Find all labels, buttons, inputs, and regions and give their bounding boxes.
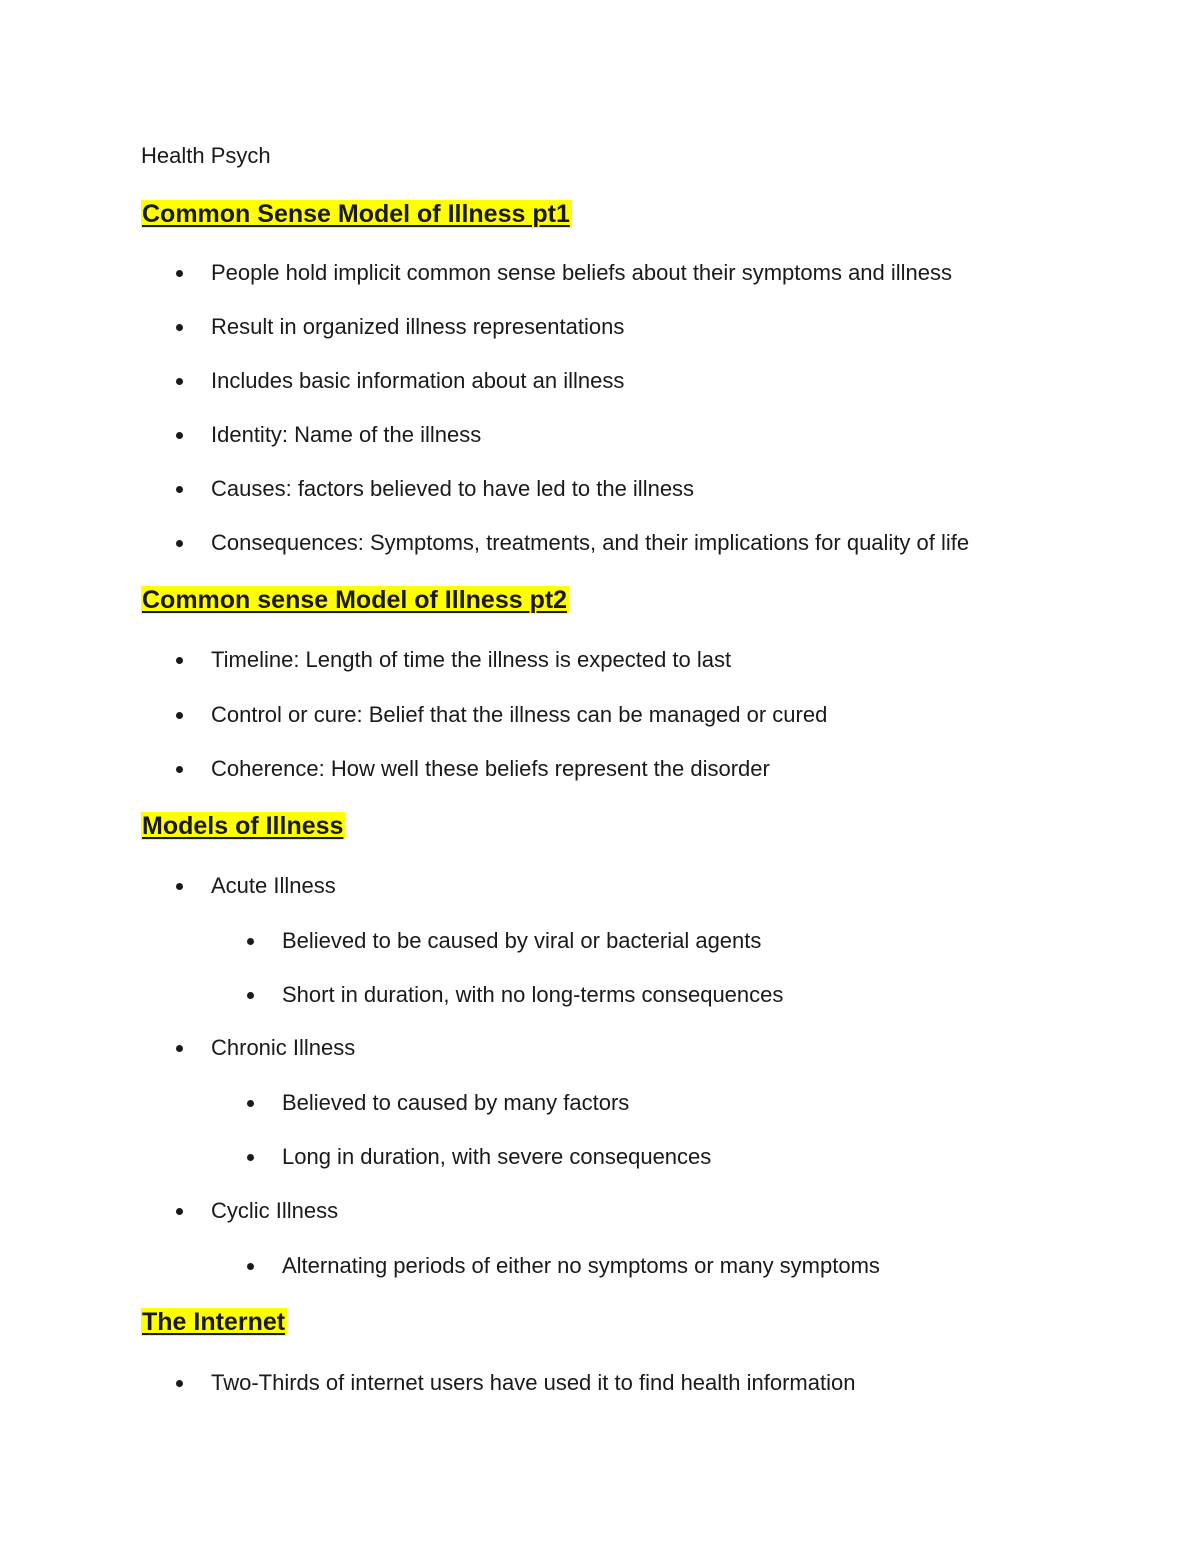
- list-item-text: Includes basic information about an illness: [211, 368, 625, 393]
- list-item: [211, 313, 624, 341]
- sub-list-item-text: Long in duration, with severe consequences: [282, 1144, 712, 1169]
- sub-list-item-text: Short in duration, with no long-terms consequences: [282, 982, 784, 1007]
- list-item: [211, 259, 952, 287]
- list-item: [211, 646, 731, 674]
- list-item-text: Result in organized illness representations: [211, 314, 625, 339]
- bullet-icon: [176, 378, 183, 385]
- bullet-icon: [247, 938, 254, 945]
- section-heading-the-internet: [141, 1306, 287, 1338]
- bullet-icon: [247, 1154, 254, 1161]
- list-item-text: Acute Illness: [211, 873, 336, 898]
- bullet-icon: [176, 1045, 183, 1052]
- highlighted-heading-text: Common Sense Model of Illness pt1: [142, 200, 570, 228]
- bullet-icon: [176, 1380, 183, 1387]
- section-heading-csm-pt1: [141, 198, 572, 230]
- section-heading-csm-pt2: [141, 584, 569, 616]
- document-title: Health Psych: [141, 143, 271, 168]
- bullet-icon: [176, 540, 183, 547]
- sub-list-item: [282, 927, 761, 955]
- list-item: [211, 1034, 355, 1062]
- list-item-text: People hold implicit common sense beliefs about their symptoms and illness: [211, 260, 953, 285]
- highlighted-heading-text: The Internet: [142, 1308, 286, 1336]
- list-item-text: Causes: factors believed to have led to the illness: [211, 476, 695, 501]
- highlighted-heading-text: Common sense Model of Illness pt2: [142, 586, 568, 614]
- list-item-text: Chronic Illness: [211, 1035, 356, 1060]
- bullet-icon: [176, 324, 183, 331]
- list-item: [211, 367, 624, 395]
- list-item-text: Coherence: How well these beliefs represent the disorder: [211, 756, 770, 781]
- section-heading-models-of-illness: [141, 810, 345, 842]
- list-item: [211, 1369, 855, 1397]
- bullet-icon: [176, 486, 183, 493]
- bullet-icon: [176, 712, 183, 719]
- list-item-text: Identity: Name of the illness: [211, 422, 482, 447]
- list-item: [211, 872, 336, 900]
- sub-list-item: [282, 1252, 880, 1280]
- sub-list-item: [282, 981, 783, 1009]
- sub-list-item: [282, 1143, 711, 1171]
- bullet-icon: [176, 657, 183, 664]
- list-item-text: Consequences: Symptoms, treatments, and their implications for quality of life: [211, 530, 970, 555]
- list-item: [211, 1197, 338, 1225]
- bullet-icon: [176, 270, 183, 277]
- sub-list-item-text: Believed to caused by many factors: [282, 1090, 630, 1115]
- list-item: [211, 475, 694, 503]
- list-item: [211, 421, 481, 449]
- list-item-text: Control or cure: Belief that the illness can be managed or cured: [211, 702, 828, 727]
- list-item-text: Cyclic Illness: [211, 1198, 339, 1223]
- bullet-icon: [176, 766, 183, 773]
- bullet-icon: [247, 992, 254, 999]
- list-item: [211, 755, 770, 783]
- list-item: [211, 529, 969, 557]
- bullet-icon: [176, 1208, 183, 1215]
- list-item-text: Timeline: Length of time the illness is expected to last: [211, 647, 732, 672]
- bullet-icon: [176, 883, 183, 890]
- list-item-text: Two-Thirds of internet users have used it to find health information: [211, 1370, 856, 1395]
- bullet-icon: [247, 1100, 254, 1107]
- highlighted-heading-text: Models of Illness: [142, 812, 344, 840]
- bullet-icon: [176, 432, 183, 439]
- sub-list-item: [282, 1089, 629, 1117]
- bullet-icon: [247, 1263, 254, 1270]
- sub-list-item-text: Alternating periods of either no symptoms or many symptoms: [282, 1253, 880, 1278]
- list-item: [211, 701, 827, 729]
- sub-list-item-text: Believed to be caused by viral or bacterial agents: [282, 928, 762, 953]
